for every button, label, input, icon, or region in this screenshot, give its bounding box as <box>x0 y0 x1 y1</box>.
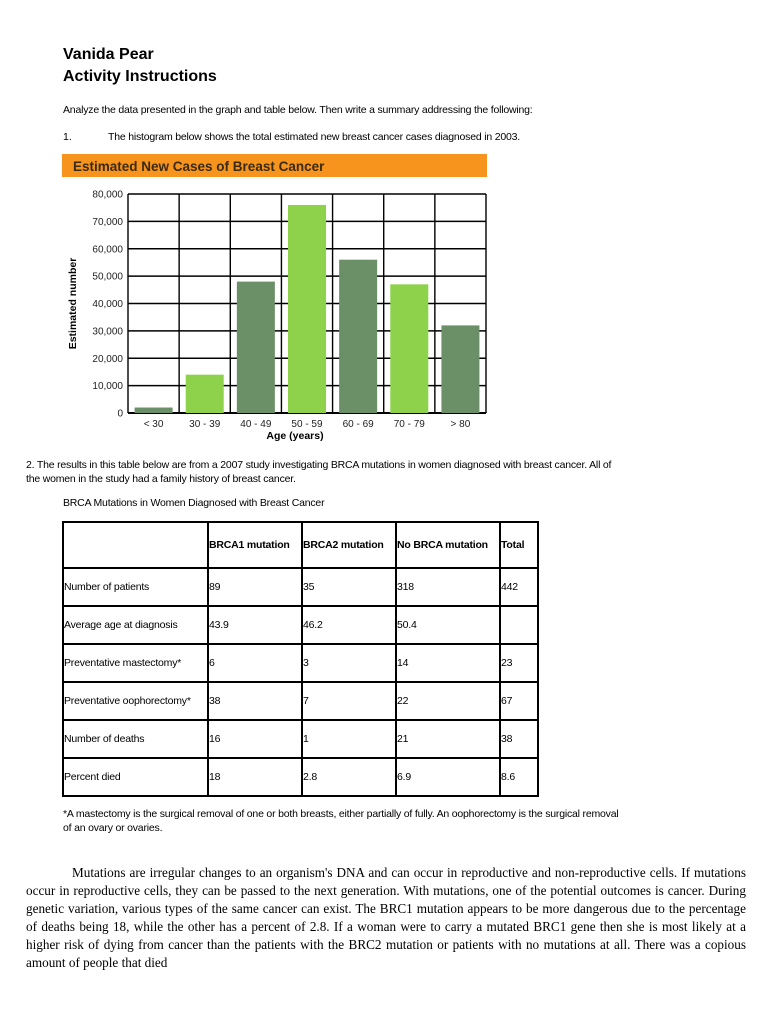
table-cell: 14 <box>396 644 500 682</box>
question-2-text: 2. The results in this table below are from a 2007 study investigating BRCA mutations in women diagnosed with breast cancer. All of the women in the study had a family history of breast cancer. <box>26 459 612 485</box>
row-label: Percent died <box>63 758 208 796</box>
header-cell <box>63 522 208 568</box>
y-tick-label: 50,000 <box>92 271 123 283</box>
header-cell-no-brca: No BRCA mutation <box>396 522 500 568</box>
x-tick-label: 30 - 39 <box>189 419 221 430</box>
table-cell: 18 <box>208 758 302 796</box>
row-label: Number of patients <box>63 568 208 606</box>
y-tick-label: 30,000 <box>92 326 123 338</box>
y-axis-label: Estimated number <box>67 257 79 350</box>
x-tick-label: 50 - 59 <box>291 419 323 430</box>
row-label: Number of deaths <box>63 720 208 758</box>
table-cell: 1 <box>302 720 396 758</box>
table-header-row <box>63 522 538 568</box>
bar-70-79 <box>390 284 428 413</box>
header-cell-total: Total <box>500 522 538 568</box>
table-cell <box>500 606 538 644</box>
intro-instructions: Analyze the data presented in the graph and table below. Then write a summary addressing the following: <box>63 104 533 116</box>
table-cell: 43.9 <box>208 606 302 644</box>
table-cell: 38 <box>500 720 538 758</box>
table-cell: 6.9 <box>396 758 500 796</box>
table-row <box>63 682 538 720</box>
question-1-number: 1. <box>63 131 72 143</box>
table-cell: 2.8 <box>302 758 396 796</box>
table-title: BRCA Mutations in Women Diagnosed with Breast Cancer <box>63 497 325 509</box>
breast-cancer-histogram <box>60 154 490 446</box>
table-cell: 21 <box>396 720 500 758</box>
table-cell: 16 <box>208 720 302 758</box>
y-tick-label: 70,000 <box>92 216 123 228</box>
row-label: Preventative mastectomy* <box>63 644 208 682</box>
table-cell: 7 <box>302 682 396 720</box>
y-tick-label: 60,000 <box>92 244 123 256</box>
x-tick-label: > 80 <box>450 419 471 430</box>
bar--30 <box>135 408 173 413</box>
y-tick-label: 10,000 <box>92 381 123 393</box>
y-tick-label: 20,000 <box>92 353 123 365</box>
chart-title: Estimated New Cases of Breast Cancer <box>73 159 325 174</box>
x-tick-label: 60 - 69 <box>342 419 374 430</box>
header-cell-brca1: BRCA1 mutation <box>208 522 302 568</box>
bar--80 <box>441 325 479 413</box>
table-footnote: *A mastectomy is the surgical removal of one or both breasts, either partially of fully. An oophorectomy is the surgical removal of an ovary or ovaries. <box>63 808 619 834</box>
y-tick-label: 0 <box>117 408 123 420</box>
table-cell: 35 <box>302 568 396 606</box>
table-row <box>63 644 538 682</box>
table-cell: 318 <box>396 568 500 606</box>
table-row <box>63 720 538 758</box>
table-cell: 23 <box>500 644 538 682</box>
table-cell: 6 <box>208 644 302 682</box>
y-tick-label: 80,000 <box>92 189 123 201</box>
table-cell: 8.6 <box>500 758 538 796</box>
table-cell: 38 <box>208 682 302 720</box>
bar-40-49 <box>237 282 275 413</box>
table-cell: 89 <box>208 568 302 606</box>
table-cell: 50.4 <box>396 606 500 644</box>
table-cell: 442 <box>500 568 538 606</box>
table-row <box>63 606 538 644</box>
header-cell-brca2: BRCA2 mutation <box>302 522 396 568</box>
row-label: Preventative oophorectomy* <box>63 682 208 720</box>
essay-paragraph: Mutations are irregular changes to an organism's DNA and can occur in reproductive and non-reproductive cells. If mutations occur in reproductive cells, they can be passed to the next generation. With mutations, one of the potential outcomes is cancer. During genetic variation, various types of the same cancer can exist. The BRC1 mutation appears to be more dangerous due to the percentage of deaths being 18, while the other has a percent of 2.8. If a woman were to carry a mutated BRC1 gene then she is most likely at a higher risk of dying from cancer than the patients with the BRC2 mutation or patients with no mutations at all. There was a copious amount of people that died <box>26 865 746 970</box>
table-cell: 3 <box>302 644 396 682</box>
x-tick-label: 40 - 49 <box>240 419 272 430</box>
document-title: Activity Instructions <box>63 68 217 85</box>
table-row <box>63 758 538 796</box>
x-axis-label: Age (years) <box>266 430 324 442</box>
row-label: Average age at diagnosis <box>63 606 208 644</box>
bar-60-69 <box>339 260 377 413</box>
table-cell: 22 <box>396 682 500 720</box>
brca-results-table <box>62 521 539 797</box>
bar-50-59 <box>288 205 326 413</box>
x-tick-label: < 30 <box>143 419 164 430</box>
y-axis-tick-labels <box>92 190 123 420</box>
x-tick-label: 70 - 79 <box>393 419 425 430</box>
table-cell: 67 <box>500 682 538 720</box>
table-cell: 46.2 <box>302 606 396 644</box>
y-tick-label: 40,000 <box>92 299 123 310</box>
table-row <box>63 568 538 606</box>
chart-bars <box>135 205 480 413</box>
x-axis-tick-labels <box>144 419 471 430</box>
question-1-text: The histogram below shows the total estimated new breast cancer cases diagnosed in 2003. <box>108 131 520 143</box>
author-name: Vanida Pear <box>63 46 154 63</box>
bar-30-39 <box>186 375 224 413</box>
